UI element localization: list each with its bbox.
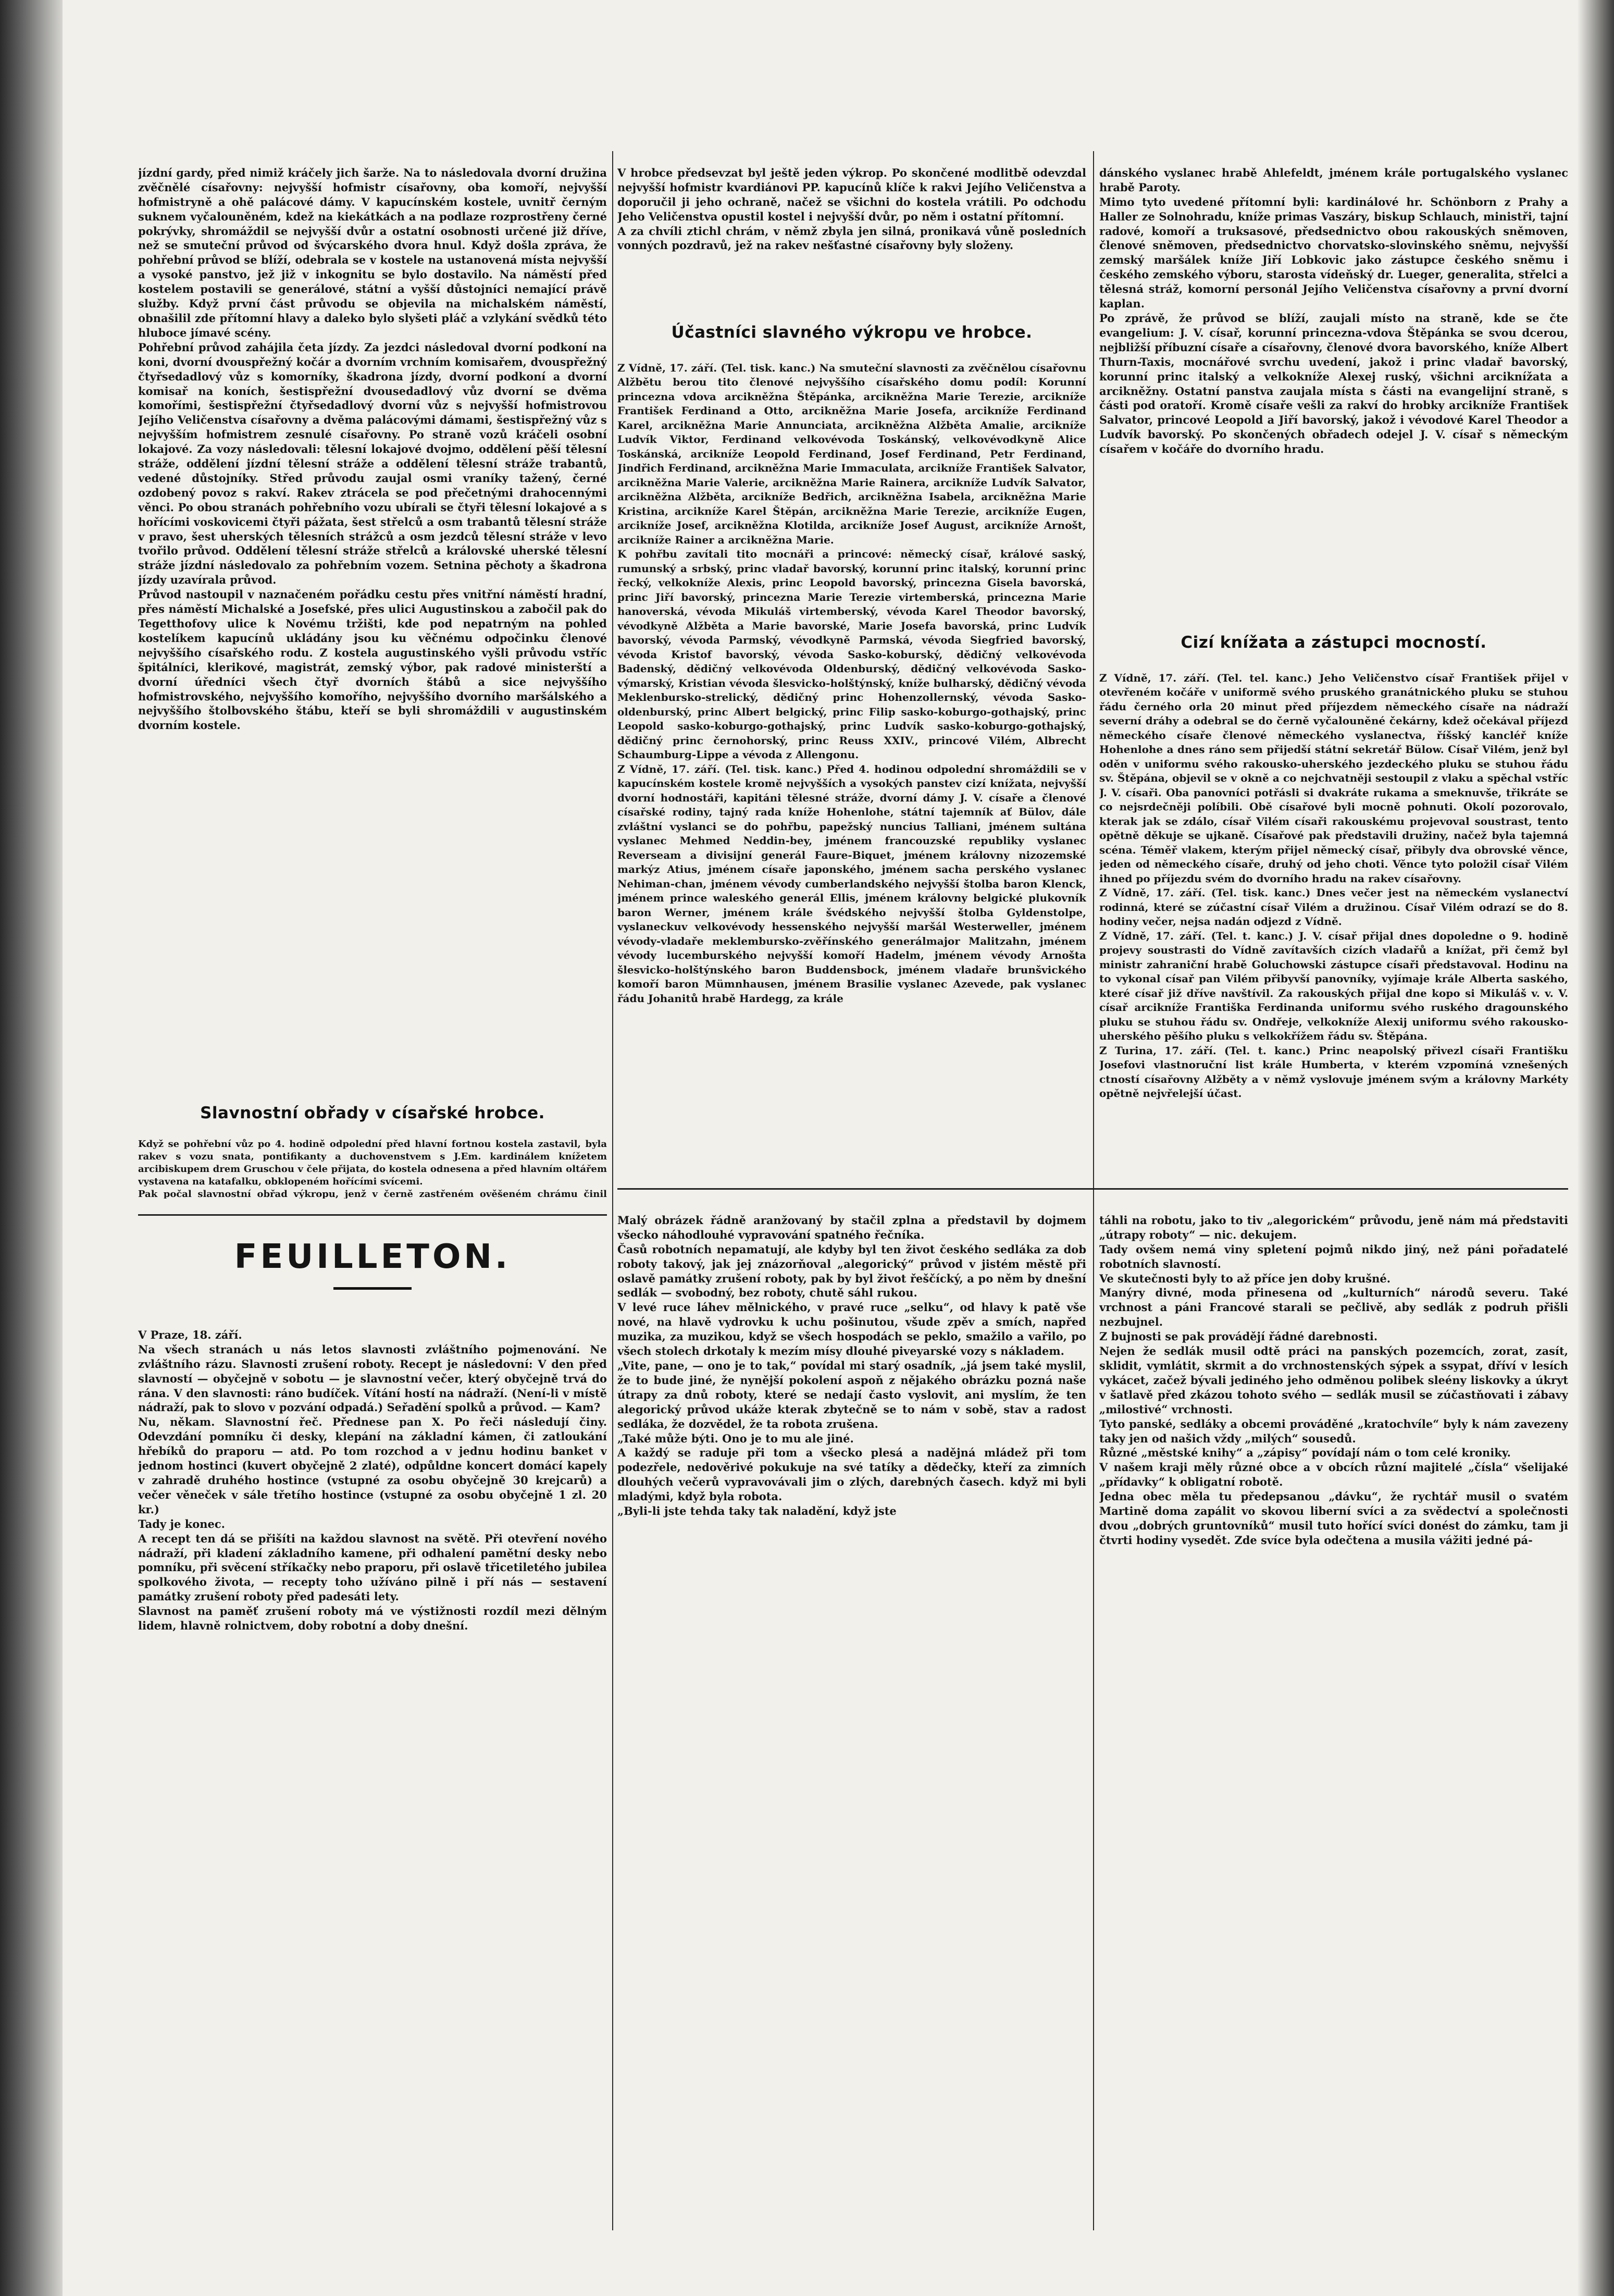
article-column-3-top <box>1099 151 1568 620</box>
foreign-princes-text <box>1099 657 1568 1178</box>
ceremony-paragraph: Když se pohřební vůz po 4. hodině odpolední před hlavní fortnou kostela zastavil, byla rakev s vozu snata, pontifikanty a duchovenstvem s J.Em. kardinálem knížetem arcibiskupem drem Gruschou v čele přijata, do kostela odnesena a před hlavním oltářem vystavena na katafalku, obklopeném hořícími svícemi. Pak počal slavnostní obřad výkropu, jenž v černě zastřeném ověšeném chrámu činil <box>138 1139 607 1199</box>
heading-participants: Účastníci slavného výkropu ve hrobce. <box>671 323 1033 342</box>
column-divider-2 <box>1093 151 1094 2230</box>
participants-text <box>617 347 1086 1180</box>
feuilleton-text-1: V Praze, 18. září. Na všech stranách u nás letos slavnosti zvláštního pojmenování. Ne zvláštního rázu. Slavnosti zrušení roboty. Recept je následovní: V den před slavností — obyčejně v sobotu — je slavnostní večer, který obyčejně trvá do rána. V den slavnosti: ráno budíček. Vítání hostí na nádraží. (Není-li v místě nádraží, pak to slovo v pozvání odpadá.) Seřadění spolků a průvod. — Kam? Nu, někam. Slavnostní řeč. Přednese pan X. Po řeči následují činy. Odevzdání pomníku či desky, klepání na základní kámen, či zatloukání hřebíků do praporu — atd. Po tom rozchod a v jednu hodinu banket v jednom hostinci (kuvert obyčejně 2 zlaté), odpůldne koncert domácí kapely v zahradě druhého hostince (vstupné za osobu obyčejně 30 krejcarů) a večer věneček v sále třetího hostince (vstupné za osobu obyčejně 1 zl. 20 kr.) Tady je konec. A recept ten dá se přišíti na každou slavnost na světě. Při otevření nového nádraží, při kladení základního kamene, při odhalení pamětní desky nebo pomníku, při svěcení stříkačky nebo praporu, při oslavě třicetiletého jubilea spolkového života, — recepty toho užíváno pilně i pří nás — sestavení památky zrušení roboty před padesáti lety. Slavnost na paměť zrušení roboty má ve výstižnosti rozdíl mezi dělným lidem, hlavně rolnictvem, doby robotní a doby dnešní. <box>138 1328 607 1633</box>
scan-shadow-right <box>1578 0 1614 2296</box>
heading-foreign-princes: Cizí knížata a zástupci mocností. <box>1181 633 1487 652</box>
feuilleton-column-3 <box>1099 1199 1568 2230</box>
column-1-text: jízdní gardy, před nimiž kráčely jich šarže. Na to následovala dvorní družina zvěčnělé císařovny: nejvyšší hofmistr císařovny, oba komoří, nejvyšší hofmistryně a ohě palácové dámy. V kapucínském kostele, uvnitř černým suknem vyčalouněném, kdež na kiekátkách a na podlaze rozprostřeny černé pokrývky, shromáždil se nejvyšší dvůr a ostatní osobnosti určené již dříve, než se smuteční průvod od švýcarského dvora hnul. Když došla zpráva, že pohřební průvod se blíží, odebrala se v kostele na ustanovená místa nejvyšší a vysoké panstvo, jež již v inkognitu se bylo dostavilo. Na náměstí před kostelem postavili se generálové, státní a vyšší důstojníci nemající právě služby. Když první část průvodu se objevila na michalském náměstí, obnašilil zde přítomní hlavy a daleko bylo slyšeti pláč a vzlykání svědků této hluboce jímavé scény. Pohřební průvod zahájila četa jízdy. Za jezdci následoval dvorní podkoní na koni, dvorní dvouspřežný kočár a dvorním vrchním komisařem, dvouspřežný čtyřsedadlový vůz s komorníky, škadrona jízdy, dvorní podkoní a dvorní komisař na koních, šestispřežní dvousedadlový vůz dvorní se dvěma komořími, šestispřežní čtyřsedadlový dvorní vůz s nejvyšší hofmistrovou Jejího Veličenstva císařovny a dvěma palácovými dámami, šestispřežný vůz s nejvyšším hofmistrem zesnulé císařovny. Po straně vozů kráčeli osobní lokajové. Za vozy následovali: tělesní lokajové dvojmo, oddělení pěší tělesní stráže, oddělení jízdní tělesní stráže a oddělení tělesní stráže trabantů, vedené důstojníky. Střed průvodu zaujal osmi vraníky tažený, černé ozdobený povoz s rakví. Rakev ztrácela se pod přečetnými drahocennými věnci. Po obou stranách pohřebního vozu ubírali se čtyři tělesní lokajové a s hořícími voskovicemi čtyři pážata, šest střelců a osm trabantů tělesní stráže v pravo, šest uherských tělesních strážců a osm jezdců tělesní stráže v levo tvořilo průvod. Oddělení tělesní stráže střelců a královské uherské tělesní stráže jízdní následovalo za pohřebním vozem. Setnina pěchoty a škadrona jízdy uzavírala průvod. Průvod nastoupil v naznačeném pořádku cestu přes vnitřní náměstí hradní, přes náměstí Michalské a Josefské, přes ulici Augustinskou a zabočil pak do Tegetthofovy ulice k Novému tržišti, kde pod nepatrným na pohled kostelíkem kapucínů ukládány jsou ku věčnému odpočinku členové nejvyššího císařského rodu. Z kostela augustinského vyšli průvodu vstříc špitálníci, klerikové, magistrát, zemský výbor, pak radové ministerští a dvorní úředníci všech čtyř dvorních štábů a sice nejvyššího hofmistrovského, nejvyššího komořího, nejvyššího dvorního maršálského a nejvyššího štolbovského štábu, kteří se byli shromáždili v augustinském dvorním kostele. <box>138 166 607 732</box>
feuilleton-text-3: táhli na robotu, jako to tiv „alegorickém“ průvodu, jeně nám má představiti „útrapy roboty“ — nic. dekujem. Tady ovšem nemá viny spletení pojmů nikdo jiný, než páni pořadatelé robotních slavností. Ve skutečnosti byly to až příce jen doby krušné. Manýry divné, moda přinesena od „kulturních“ národů severu. Také vrchnost a páni Francové starali se pečlivě, aby sedlák z podruh přišli nezbujnel. Z bujnosti se pak provádějí řádné darebnosti. Nejen že sedlák musil odtě práci na panských pozemcích, zorat, zasít, sklidit, vymlátit, skrmit a do vrchnostenských sýpek a ssypat, dříví v lesích vykácet, začež bývali jediného jeho odměnou polibek sleény liskovky a úkryt v šatlavě před zkázou tohoto svého — sedlák musil se zúčastňovati i zábavy „milostivé“ vrchnosti. Tyto panské, sedláky a obcemi prováděné „kratochvíle“ byly k nám zavezeny taky jen od našich vždy „milých“ sousedů. Různé „městské knihy“ a „zápisy“ povídají nám o tom celé kroniky. V našem kraji měly různé obce a v obcích různí majitelé „čísla“ všelijaké „přídavky“ k obligatní robotě. Jedna obec měla tu předepsanou „dávku“, že rychtář musil o svatém Martině doma zapálit vo skovou liberní svíci a za svědectví a společnosti dvou „dobrých gruntovníků“ musil tuto hořící svíci donést do zámku, tam ji čtvrti hodiny vysedět. Zde svíce byla odečtena a musila vážiti jedné pá- <box>1099 1213 1568 1547</box>
heading-ceremony: Slavnostní obřady v císařské hrobce. <box>200 1104 545 1122</box>
foreign-princes-paragraph: Z Vídně, 17. září. (Tel. tel. kanc.) Jeho Veličenstvo císař František přijel v otevřeném kočáře v uniformě svého pruského granátnického pluku se stuhou řádu černého orla 20 minut před příjezdem německého císaře na nádraží severní dráhy a odebral se do černě vyčalouněné čekárny, kdež očekával příjezd německého císaře členové německého vyslanectva, říšský kancléř kníže Hohenlohe a dnes ráno sem přijedší státní sekretář Bülow. Císař Vilém, jenž byl oděn v uniformu svého rakousko-uherského jezdeckého pluku se stuhou řádu sv. Štěpána, objevil se v okně a co nejchvatněji sestoupil z vlaku a spěchal vstříc J. V. císaři. Oba panovníci potřásli si dvakráte rukama a smeknuvše, třikráte se co nejsrdečněji políbili. Obě císařové byli mocně pohnuti. Okolí pozorovalo, kterak jak se zdálo, císař Vilém císaři rakouskému projevoval soustrast, tento opětně děkuje se ujkaně. Císařové pak představili družiny, načež byla tajemná scéna. Téměř vlakem, kterým přijel německý císař, přibyly dva obrovské věnce, jeden od německého císaře, druhý od jeho choti. Věnce tyto položil císař Vilém ihned po příjezdu svém do dvorního hradu na rakev císařovny. Z Vídně, 17. září. (Tel. tisk. kanc.) Dnes večer jest na německém vyslanectví rodinná, které se zúčastní císař Vilém a družinou. Císař Vilém odrazí se do 8. hodiny večer, nejsa nadán odjezd z Vídně. Z Vídně, 17. září. (Tel. t. kanc.) J. V. císař přijal dnes dopoledne o 9. hodině projevy soustrasti do Vídně zavítavších cizích vladařů a knížat, při čemž byl ministr zahraniční hrabě Goluchowski zástupce císaři představoval. Hodinu na to vykonal císař pan Vilém přibyvší panovníky, vyjímaje krále Alberta saského, které císař již dříve navštívil. Za rakouských přijal dne kopo si Mikuláš v. v. V. císař arcikníže Františka Ferdinanda uniformu svého ruského dragounského pluku se stuhou řádu sv. Ondřeje, velkokníže Alexij uniformu svého rakousko-uherského pěšího pluku s velkokřížem řádu sv. Štěpána. Z Turina, 17. září. (Tel. t. kanc.) Princ neapolský přivezl císaři Františku Josefovi vlastnoruční list krále Humberta, v kterém vzpomíná vznešených ctností císařovny Alžběty a v němž vyslovuje jménem svým a královny Markéty opětně nejvřelejší účast. <box>1099 671 1568 1100</box>
feuilleton-separator <box>617 1188 1568 1190</box>
column-divider-1 <box>612 151 613 2230</box>
feuilleton-title-rule <box>333 1287 412 1290</box>
ceremony-text <box>138 1126 607 1199</box>
feuilleton-separator-left <box>138 1214 607 1216</box>
feuilleton-title: FEUILLETON. <box>234 1238 511 1276</box>
feuilleton-column-2 <box>617 1199 1086 2230</box>
column-2-intro: V hrobce předsevzat byl ještě jeden výkrop. Po skončené modlitbě odevzdal nejvyšší hofmistr kvardiánovi PP. kapucínů klíče k rakvi Jejího Veličenstva a doporučil ji jeho ochraně, načež se všichni do kostela vrátili. Po odchodu Jeho Veličenstva opustil kostel i nejvyšší dvůr, po něm i ostatní přítomní. A za chvíli ztichl chrám, v němž zbyla jen silná, pronikavá vůně posledních vonných pozdravů, jež na rakev nešťastné císařovny byly složeny. <box>617 166 1086 252</box>
article-column-1 <box>138 151 607 1167</box>
article-column-2-top <box>617 151 1086 318</box>
feuilleton-column-1 <box>138 1313 607 2251</box>
scan-shadow-left <box>0 0 63 2296</box>
feuilleton-text-2: Malý obrázek řádně aranžovaný by stačil zplna a představil by dojmem všecko náhodlouhé vypravování spatného řečníka. Časů robotních nepamatují, ale kdyby byl ten život českého sedláka za dob roboty takový, jak jej znázorňoval „alegorický“ průvod v jistém městě při oslavě památky zrušení roboty, pak by byl život řeščícký, a po něm by dnešní sedlák — svobodný, bez roboty, chutě sáhl rukou. V levé ruce láhev mělnického, v pravé ruce „selku“, od hlavy k patě vše nové, na hlavě vydrovku k uchu pošinutou, všude zpěv a smích, napřed muzika, za muzikou, když se všech hospodách se peklo, smažilo a vařilo, po všech stolech drkotaly k mezím mísy dlouhé piveyarské vozy s nákladem. „Vite, pane, — ono je to tak,“ povídal mi starý osadník, „já jsem také myslil, že to bude jiné, že nynější pokolení aspoň z nějakého obrázku pozná naše útrapy za dnů roboty, které se nedají často vyslovit, ani myslím, že ten alegorický průvod ukáže kterak zbytečně se to nám v sobě, stav a radost sedláka, že dozvědel, že ta robota zrušena. „Také může býti. Ono je to mu ale jiné. A každý se raduje při tom a všecko plesá a nadějná mládež při tom podezřele, nedověrivé pokukuje na své tatíky a dědečky, kteří za zimních dlouhých večerů vypravovávali jim o zlých, darebných časech. když mi byli mladými, když byla robota. „Byli-li jste tehda taky tak naladění, když jste <box>617 1213 1086 1518</box>
column-3-intro: dánského vyslanec hrabě Ahlefeldt, jménem krále portugalského vyslanec hrabě Paroty. Mimo tyto uvedené přítomní byli: kardinálové hr. Schönborn z Prahy a Haller ze Solnohradu, kníže primas Vaszáry, biskup Schlauch, ministři, tajní radové, komoří a truksasové, předsednictvo obou rakouských sněmoven, členové sněmoven, předsednictvo chorvatsko-slovinského sněmu, nejvyšší zemský maršálek kníže Jiří Lobkovic jako zástupce českého sněmu i českého zemského výboru, starosta vídeňský dr. Lueger, generalita, střelci a tělesná stráž, komorní personál Jejího Veličenstva císařovny a první dvorní kaplan. Po zprávě, že průvod se blíží, zaujali místo na straně, kde se čte evangelium: J. V. císař, korunní princezna-vdova Štěpánka se svou dcerou, nejbližší příbuzní císaře a císařovny, členové dvora bavorského, kníže Albert Thurn-Taxis, mocnářové svrchu uvedení, jakož i princ vladař bavorský, korunní princ italský a velkokníže Alexej ruský, všichni arciknížata a arcikněžny. Ostatní panstva zaujala místa s části na evangelijní straně, s části pod oratoří. Kromě císaře vešli za rakví do hrobky arcikníže František Salvator, princové Leopold a Jiří bavorský, jakož i vévodové Karel Theodor a Ludvík bavorský. Po skončených obřadech odejel J. V. císař s německým císařem v kočáře do dvorního hradu. <box>1099 166 1568 456</box>
participants-paragraph: Z Vídně, 17. září. (Tel. tisk. kanc.) Na smuteční slavnosti za zvěčnělou císařovnu Alžbětu berou tito členové nejvyššího císařského domu podíl: Korunní princezna vdova arcikněžna Štěpánka, arcikněžna Marie Terezie, arcikníže František Ferdinand a Otto, arcikněžna Marie Josefa, arcikníže Ferdinand Karel, arcikněžna Marie Annunciata, arcikněžna Alžběta Amalie, arcikníže Ludvík Viktor, Ferdinand velkovévoda Toskánský, velkovévodkyně Alice Toskánská, arcikníže Leopold Ferdinand, Josef Ferdinand, Petr Ferdinand, Jindřich Ferdinand, arcikněžna Marie Immaculata, arcikníže František Salvator, arcikněžna Marie Valerie, arcikněžna Marie Rainera, arcikníže Ludvík Salvator, arcikněžna Alžběta, arcikníže Bedřich, arcikněžna Isabela, arcikněžna Marie Kristina, arcikníže Karel Štěpán, arcikněžna Marie Terezie, arcikníže Eugen, arcikníže Josef, arcikněžna Klotilda, arcikníže Josef August, arcikníže Arnošt, arcikníže Rainer a arcikněžna Marie. K pohřbu zavítali tito mocnáři a princové: německý císař, králové saský, rumunský a srbský, princ vladař bavorský, korunní princ italský, korunní princ řecký, velkokníže Alexis, princ Leopold bavorský, princezna Gisela bavorská, princ Jiří bavorský, princezna Marie Terezie virtemberská, princezna Marie hanoverská, vévoda Mikuláš virtemberský, vévoda Karel Theodor bavorský, vévodkyně Alžběta a Marie bavorské, Marie Josefa bavorská, princ Ludvík bavorský, vévoda Parmský, vévodkyně Parmská, vévoda Siegfried bavorský, vévoda Kristof bavorský, vévoda Sasko-koburský, dědičný velkovévoda Badenský, dědičný velkovévoda Oldenburský, dědičný velkovévoda Sasko-výmarský, Kristian vévoda šlesvicko-holštýnský, kníže bulharský, dědičný vévoda Meklenbursko-strelický, dědičný princ Hohenzollernský, vévoda Sasko-oldenburský, princ Albert belgický, princ Filip sasko-koburgo-gothajský, princ Leopold sasko-koburgo-gothajský, princ Ludvík sasko-koburgo-gothajský, dědičný princ černohorský, princ Reuss XXIV., princové Vilém, Albrecht Schaumburg-Lippe a vévoda z Allengonu. Z Vídně, 17. září. (Tel. tisk. kanc.) Před 4. hodinou odpolední shromáždili se v kapucínském kostele kromě nejvyšších a vysokých panstev cizí knížata, nejvyšší dvorní hodnostáři, kapitáni tělesné stráže, dvorní dámy J. V. císaře a členové císařské rodiny, tajný rada kníže Hohenlohe, státní tajemník ať Bülov, dále zvláštní vyslanci se do pohřbu, papežský nuncius Talliani, jménem sultána vyslanec Mehmed Neddin-bey, jménem francouzské republiky vyslanec Reverseam a divisijní generál Faure-Biquet, jménem královny nizozemské markýz Atius, jménem císaře japonského, jménem sacha perského vyslanec Nehiman-chan, jménem vévody cumberlandského nejvyšší štolba baron Klenck, jménem prince waleského generál Ellis, jménem královny belgické plukovník baron Werner, jménem krále švédského nejvyšší štolba Gyldenstolpe, vyslaneckuv velkovévody hessenského nejvyšší maršál Westerweller, jménem vévody-vladaře meklembursko-zvěřínského generálmajor Malitzahn, jménem vévody lucemburského nejvyšší komoří Hadelm, jménem vévody Arnošta šlesvicko-holštýnského baron Buddensbock, jménem vladaře brunšvického komoří baron Mümnhausen, jménem Brasilie vyslanec Azevede, pak vyslanec řádu Johanitů hrabě Hardegg, za krále <box>617 361 1086 1005</box>
